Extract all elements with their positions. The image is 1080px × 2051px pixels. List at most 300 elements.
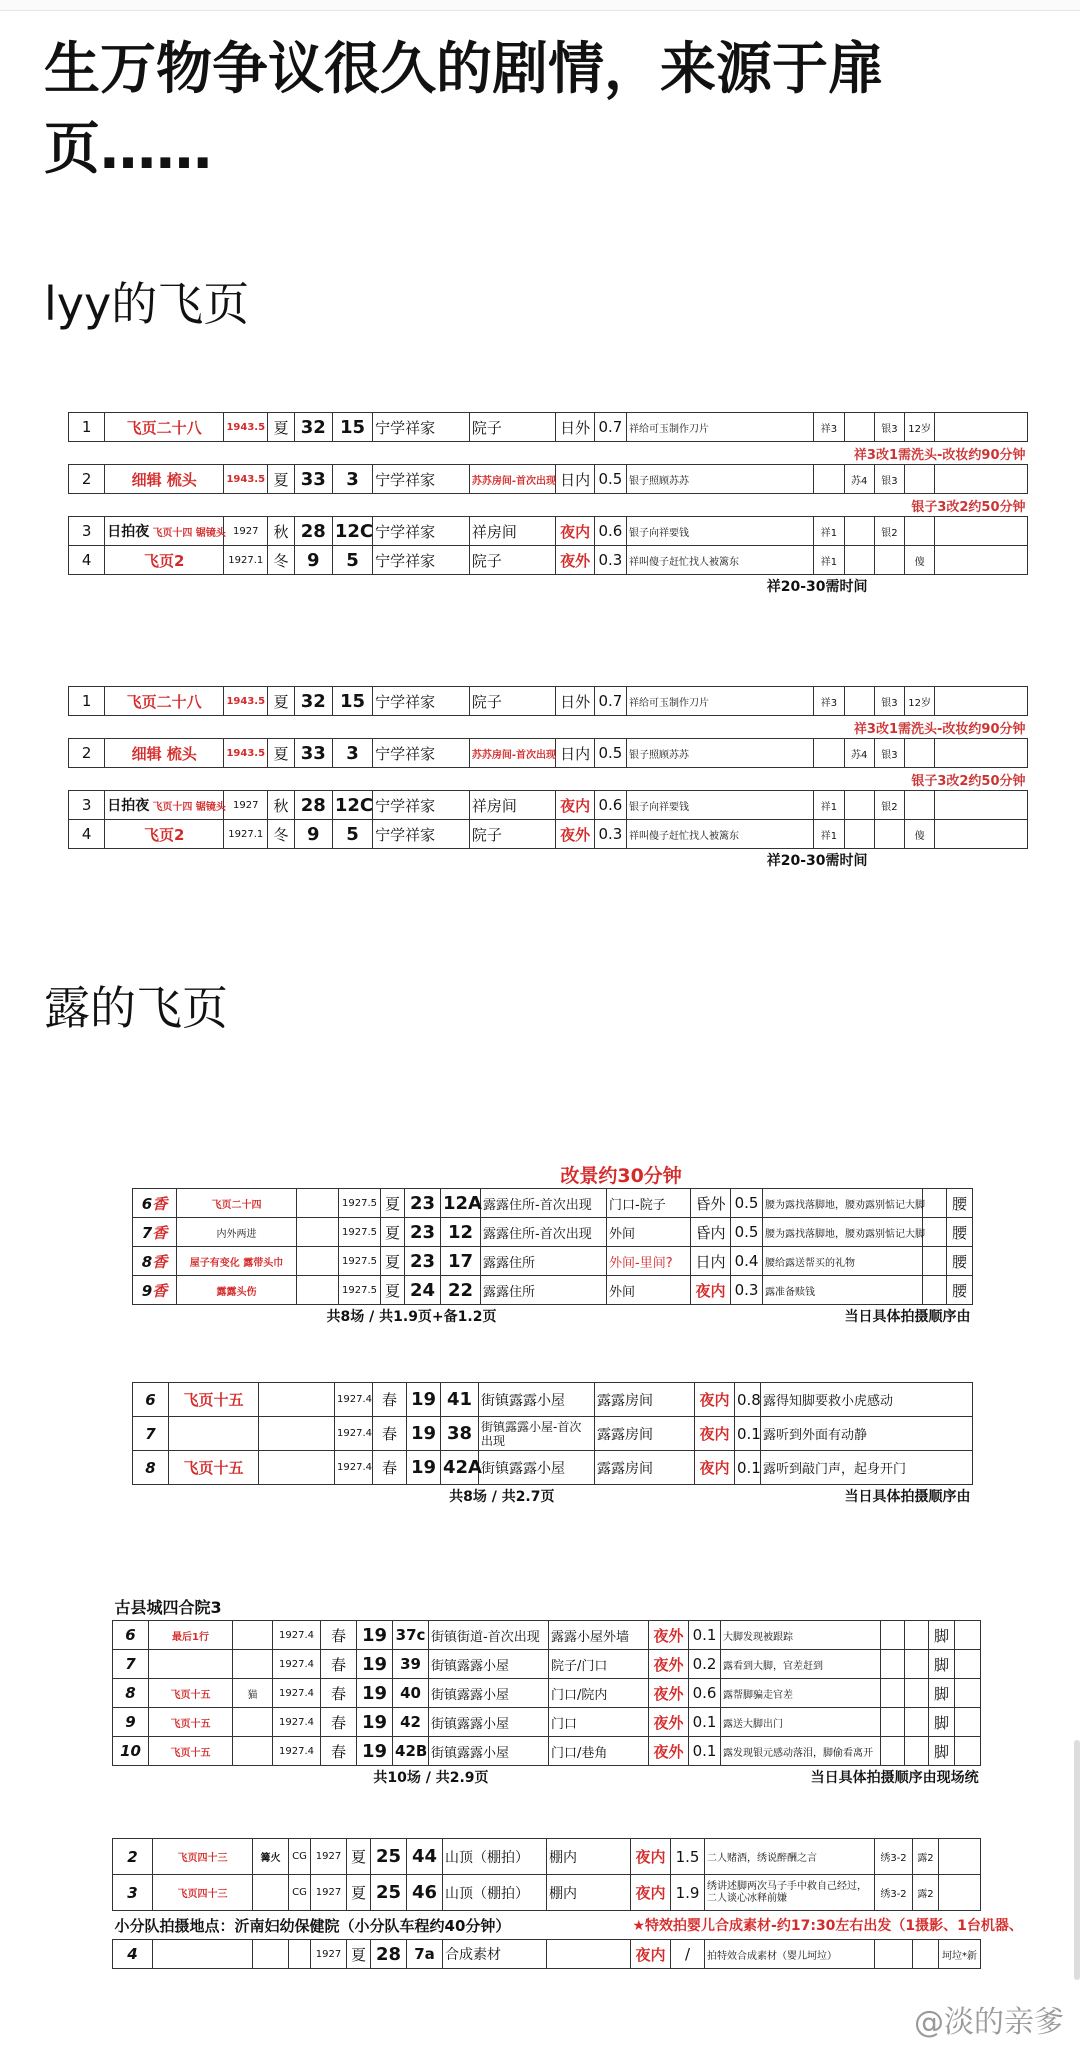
scene-date: 1927 bbox=[311, 1839, 347, 1875]
table-row bbox=[133, 1451, 973, 1485]
location: 宁学祥家 bbox=[373, 413, 470, 442]
scene-desc: 露看到大脚，官差赶到 bbox=[721, 1650, 881, 1679]
time-of-day: 昏内 bbox=[691, 1218, 731, 1247]
cast-cell: 12岁 bbox=[905, 413, 935, 442]
cast-cell bbox=[844, 546, 874, 575]
episode: 33 bbox=[294, 465, 332, 494]
episode: 25 bbox=[371, 1875, 407, 1911]
scene-season: 夏 bbox=[381, 1247, 405, 1276]
scene-extra bbox=[233, 1708, 273, 1737]
scene-no: 1 bbox=[69, 687, 105, 716]
episode: 23 bbox=[405, 1189, 441, 1218]
table-row bbox=[113, 1621, 981, 1650]
scene-season: 夏 bbox=[381, 1189, 405, 1218]
time-of-day: 昏外 bbox=[691, 1189, 731, 1218]
table-row bbox=[113, 1679, 981, 1708]
scene-desc: 银子照顾苏苏 bbox=[626, 465, 813, 494]
scene-extra bbox=[233, 1621, 273, 1650]
episode: 19 bbox=[407, 1383, 441, 1417]
cast-cell bbox=[844, 517, 874, 546]
scrollbar[interactable] bbox=[1074, 1740, 1080, 1980]
pages: 0.5 bbox=[594, 465, 626, 494]
cast-cell: 脚 bbox=[929, 1708, 955, 1737]
table-row bbox=[113, 1875, 981, 1911]
scene: 5 bbox=[332, 546, 372, 575]
time-of-day: 夜外 bbox=[556, 820, 594, 849]
scene-name bbox=[105, 517, 224, 546]
cast-cell: 祥3 bbox=[814, 687, 844, 716]
episode: 19 bbox=[407, 1451, 441, 1485]
schedule-table bbox=[132, 1160, 972, 1188]
scene-name: 屋子有变化 露带头巾 bbox=[177, 1247, 297, 1276]
table-row bbox=[69, 517, 1028, 546]
cast-cell: 绣3-2 bbox=[875, 1875, 913, 1911]
location: 街镇露露小屋 bbox=[479, 1451, 595, 1485]
pages: 0.6 bbox=[689, 1679, 721, 1708]
scene-desc: 祥叫傻子赶忙找人被篱东 bbox=[626, 546, 813, 575]
cast-cell bbox=[844, 791, 874, 820]
change-set-note: 改景约30分钟 bbox=[560, 1164, 682, 1187]
scene-extra: 猫 bbox=[233, 1679, 273, 1708]
scene: 15 bbox=[332, 413, 372, 442]
cast-cell: 露2 bbox=[913, 1839, 939, 1875]
episode: 23 bbox=[405, 1218, 441, 1247]
watermark: @淡的亲爹 bbox=[914, 2005, 1064, 2040]
location: 露露住所-首次出现 bbox=[481, 1189, 607, 1218]
scene-no: 2 bbox=[69, 465, 105, 494]
scene-desc: 腰为露找落脚地，腰劝露别惦记大脚 bbox=[763, 1189, 923, 1218]
footer-total: 共8场 / 共1.9页+备1.2页 bbox=[326, 1309, 497, 1325]
time-of-day: 夜内 bbox=[695, 1417, 735, 1451]
cast-cell: 脚 bbox=[929, 1650, 955, 1679]
scene-date: 1927.5 bbox=[339, 1218, 381, 1247]
footer-total: 共10场 / 共2.9页 bbox=[373, 1770, 489, 1786]
scene: 5 bbox=[332, 820, 372, 849]
scene-no-value: 7 bbox=[141, 1223, 153, 1242]
episode: 9 bbox=[294, 820, 332, 849]
scene-date: 1927.4 bbox=[273, 1737, 321, 1766]
time-of-day: 夜外 bbox=[649, 1650, 689, 1679]
schedule-table bbox=[112, 1592, 981, 1788]
scene-extra bbox=[233, 1737, 273, 1766]
room: 外间 bbox=[607, 1276, 691, 1305]
scene-name: 细辑 梳头 bbox=[105, 739, 224, 768]
scene-name: 飞页十五 bbox=[149, 1737, 233, 1766]
schedule-table bbox=[68, 412, 1028, 597]
episode: 19 bbox=[357, 1650, 393, 1679]
pages: 0.6 bbox=[594, 791, 626, 820]
room: 外间 bbox=[607, 1218, 691, 1247]
episode: 32 bbox=[294, 687, 332, 716]
scene-date: 1927.4 bbox=[273, 1621, 321, 1650]
cg-flag: CG bbox=[289, 1875, 311, 1911]
pages: 0.7 bbox=[594, 687, 626, 716]
footer-total: 共8场 / 共2.7页 bbox=[449, 1489, 555, 1505]
scene: 3 bbox=[332, 465, 372, 494]
table-row bbox=[133, 1218, 973, 1247]
cast-cell bbox=[905, 517, 935, 546]
scene-name: 细辑 梳头 bbox=[105, 465, 224, 494]
day-for-night-label: 日拍夜 bbox=[107, 798, 150, 814]
scene-desc: 大脚发现被跟踪 bbox=[721, 1621, 881, 1650]
scene-date: 1927.4 bbox=[335, 1383, 373, 1417]
room: 祥房间 bbox=[469, 791, 556, 820]
scene-marker: 香 bbox=[152, 1281, 168, 1300]
time-of-day: 日内 bbox=[556, 739, 594, 768]
scene-date: 1927 bbox=[311, 1940, 347, 1969]
pages: 0.3 bbox=[594, 820, 626, 849]
scene-name: 飞页二十四 bbox=[177, 1189, 297, 1218]
table-row bbox=[69, 820, 1028, 849]
pages: 0.2 bbox=[689, 1650, 721, 1679]
episode: 19 bbox=[407, 1417, 441, 1451]
table-row bbox=[133, 1383, 973, 1417]
scene-season: 夏 bbox=[347, 1839, 371, 1875]
table-row bbox=[69, 791, 1028, 820]
room: 露露房间 bbox=[595, 1451, 695, 1485]
status-strip bbox=[0, 0, 1080, 11]
room: 院子/门口 bbox=[549, 1650, 649, 1679]
cast-cell: 傻 bbox=[905, 820, 935, 849]
scene-no bbox=[133, 1247, 177, 1276]
footer-note: 祥20-30需时间 bbox=[766, 579, 868, 595]
section-heading-lyy: lyy的飞页 bbox=[44, 277, 250, 331]
footer-note: 当日具体拍摄顺序由现场统 bbox=[810, 1770, 979, 1786]
table-row bbox=[113, 1940, 981, 1969]
pages: 0.5 bbox=[594, 739, 626, 768]
scene-desc: 露送大脚出门 bbox=[721, 1708, 881, 1737]
scene-season: 春 bbox=[321, 1621, 357, 1650]
scene-season: 夏 bbox=[268, 687, 294, 716]
scene-name: 最后1行 bbox=[149, 1621, 233, 1650]
time-of-day: 夜内 bbox=[691, 1276, 731, 1305]
scene-desc: 二人赌酒，绣说醉酬之言 bbox=[705, 1839, 875, 1875]
cast-cell: 绣3-2 bbox=[875, 1839, 913, 1875]
scene-desc: 露准备赎钱 bbox=[763, 1276, 923, 1305]
table-row bbox=[113, 1708, 981, 1737]
scene: 42 bbox=[393, 1708, 429, 1737]
cast-cell: 露2 bbox=[913, 1875, 939, 1911]
prop-note bbox=[253, 1875, 289, 1911]
lu-sheet-2 bbox=[132, 1382, 972, 1518]
pages: 0.8 bbox=[735, 1383, 761, 1417]
cast-cell bbox=[905, 791, 935, 820]
table-row bbox=[133, 1189, 973, 1218]
cast-cell: 坷垃*新 bbox=[939, 1940, 981, 1969]
cast-cell: 脚 bbox=[929, 1679, 955, 1708]
scene-name: 飞页2 bbox=[105, 546, 224, 575]
scene-name bbox=[169, 1417, 259, 1451]
room: 门口/院内 bbox=[549, 1679, 649, 1708]
scene-season: 春 bbox=[321, 1708, 357, 1737]
location-header: 古县城四合院3 bbox=[114, 1597, 222, 1617]
cast-cell: 脚 bbox=[929, 1737, 955, 1766]
pages: 1.9 bbox=[671, 1875, 705, 1911]
cast-cell: 银3 bbox=[874, 413, 904, 442]
scene-desc: 腰为露找落脚地，腰劝露别惦记大脚 bbox=[763, 1218, 923, 1247]
scene-desc: 露发现银元感动落泪，脚偷看离开 bbox=[721, 1737, 881, 1766]
room: 院子 bbox=[469, 413, 556, 442]
scene-no: 2 bbox=[69, 739, 105, 768]
room: 苏苏房间-首次出现 bbox=[469, 465, 556, 494]
episode: 25 bbox=[371, 1839, 407, 1875]
time-of-day: 日内 bbox=[691, 1247, 731, 1276]
scene-no: 3 bbox=[113, 1875, 153, 1911]
scene: 42A bbox=[441, 1451, 479, 1485]
cast-cell: 腰 bbox=[947, 1247, 973, 1276]
pages: 0.7 bbox=[594, 413, 626, 442]
table-row bbox=[133, 1247, 973, 1276]
scene-desc: 露听到外面有动静 bbox=[761, 1417, 973, 1451]
scene-no: 6 bbox=[113, 1621, 149, 1650]
room: 院子 bbox=[469, 820, 556, 849]
schedule-table bbox=[112, 1838, 1023, 1969]
scene: 44 bbox=[407, 1839, 443, 1875]
scene-name: 飞页2 bbox=[105, 820, 224, 849]
scene: 3 bbox=[332, 739, 372, 768]
pages: 0.5 bbox=[731, 1218, 763, 1247]
time-of-day: 夜外 bbox=[649, 1708, 689, 1737]
scene-season: 夏 bbox=[268, 465, 294, 494]
scene-season: 冬 bbox=[268, 546, 294, 575]
room: 院子 bbox=[469, 546, 556, 575]
scene: 46 bbox=[407, 1875, 443, 1911]
cast-cell: 12岁 bbox=[905, 687, 935, 716]
scene-date: 1927.5 bbox=[339, 1276, 381, 1305]
cast-cell bbox=[905, 739, 935, 768]
scene: 37c bbox=[393, 1621, 429, 1650]
scene-name-text: 飞页十四 锯镜头 bbox=[152, 802, 226, 813]
scene-date: 1943.5 bbox=[224, 465, 268, 494]
scene-date: 1927 bbox=[224, 791, 268, 820]
scene: 17 bbox=[441, 1247, 481, 1276]
scene-date: 1927.1 bbox=[224, 820, 268, 849]
table-row bbox=[113, 1650, 981, 1679]
scene-no bbox=[133, 1189, 177, 1218]
time-of-day: 夜内 bbox=[556, 791, 594, 820]
scene-date: 1927 bbox=[224, 517, 268, 546]
location: 街镇露露小屋 bbox=[479, 1383, 595, 1417]
schedule-table-body bbox=[132, 1188, 973, 1327]
episode: 24 bbox=[405, 1276, 441, 1305]
scene: 12C bbox=[332, 517, 372, 546]
scene-no: 2 bbox=[113, 1839, 153, 1875]
scene-no: 8 bbox=[113, 1679, 149, 1708]
scene-season: 夏 bbox=[347, 1875, 371, 1911]
cast-cell bbox=[814, 465, 844, 494]
scene-season: 春 bbox=[321, 1679, 357, 1708]
table-row bbox=[69, 465, 1028, 494]
scene-season: 夏 bbox=[381, 1218, 405, 1247]
room: 门口 bbox=[549, 1708, 649, 1737]
time-of-day: 夜外 bbox=[649, 1737, 689, 1766]
day-for-night-label: 日拍夜 bbox=[107, 524, 150, 540]
scene-desc: 绣讲述脚两次马子手中救自己经过，二人谈心冰释前嫌 bbox=[705, 1875, 875, 1911]
scene-season: 夏 bbox=[347, 1940, 371, 1969]
scene-desc: 腰给露送帮买的礼物 bbox=[763, 1247, 923, 1276]
cast-cell bbox=[874, 546, 904, 575]
scene-desc: 祥给可玉制作刀片 bbox=[626, 413, 813, 442]
cast-cell: 银3 bbox=[874, 687, 904, 716]
scene: 7a bbox=[407, 1940, 443, 1969]
room: 祥房间 bbox=[469, 517, 556, 546]
location: 街镇街道-首次出现 bbox=[429, 1621, 549, 1650]
scene-name-text: 飞页十四 锯镜头 bbox=[152, 528, 226, 539]
cast-cell bbox=[844, 687, 874, 716]
time-of-day: 夜内 bbox=[631, 1875, 671, 1911]
pages: 0.1 bbox=[689, 1708, 721, 1737]
scene: 12C bbox=[332, 791, 372, 820]
location: 宁学祥家 bbox=[373, 546, 470, 575]
room: 外间-里间? bbox=[607, 1247, 691, 1276]
scene: 15 bbox=[332, 687, 372, 716]
scene-date: 1927.4 bbox=[273, 1650, 321, 1679]
scene-date: 1943.5 bbox=[224, 413, 268, 442]
table-row bbox=[133, 1417, 973, 1451]
time-of-day: 日内 bbox=[556, 465, 594, 494]
makeup-note: 祥3改1需洗头-改妆约90分钟 bbox=[69, 716, 1028, 739]
pages: 0.1 bbox=[735, 1417, 761, 1451]
scene-no: 1 bbox=[69, 413, 105, 442]
location: 宁学祥家 bbox=[373, 820, 470, 849]
location: 露露住所 bbox=[481, 1247, 607, 1276]
scene-desc: 银子向祥要钱 bbox=[626, 791, 813, 820]
scene-desc: 银子向祥要钱 bbox=[626, 517, 813, 546]
scene-season: 冬 bbox=[268, 820, 294, 849]
cast-cell: 银3 bbox=[874, 739, 904, 768]
time-of-day: 夜外 bbox=[556, 546, 594, 575]
pages: 0.5 bbox=[731, 1189, 763, 1218]
scene-no: 9 bbox=[113, 1708, 149, 1737]
scene-name bbox=[105, 791, 224, 820]
scene-season: 春 bbox=[373, 1451, 407, 1485]
pages: 0.1 bbox=[689, 1621, 721, 1650]
scene-season: 秋 bbox=[268, 517, 294, 546]
scene-marker: 香 bbox=[152, 1194, 168, 1213]
location: 宁学祥家 bbox=[373, 687, 470, 716]
cast-cell: 祥1 bbox=[814, 791, 844, 820]
location: 露露住所-首次出现 bbox=[481, 1218, 607, 1247]
episode: 32 bbox=[294, 413, 332, 442]
pages: 0.6 bbox=[594, 517, 626, 546]
location: 合成素材 bbox=[443, 1940, 547, 1969]
episode: 28 bbox=[294, 791, 332, 820]
location: 宁学祥家 bbox=[373, 517, 470, 546]
location: 宁学祥家 bbox=[373, 739, 470, 768]
room: 门口/巷角 bbox=[549, 1737, 649, 1766]
scene-name: 飞页十五 bbox=[149, 1708, 233, 1737]
scene-desc: 银子照顾苏苏 bbox=[626, 739, 813, 768]
time-of-day: 夜内 bbox=[631, 1839, 671, 1875]
makeup-note: 银子3改2约50分钟 bbox=[69, 768, 1028, 791]
room: 露露房间 bbox=[595, 1383, 695, 1417]
lu-sheet-3 bbox=[112, 1592, 980, 1786]
location: 宁学祥家 bbox=[373, 465, 470, 494]
table-row bbox=[69, 739, 1028, 768]
scene-desc: 拍特效合成素材（婴儿坷垃） bbox=[705, 1940, 875, 1969]
time-of-day: 夜内 bbox=[556, 517, 594, 546]
scene: 40 bbox=[393, 1679, 429, 1708]
scene-no: 4 bbox=[69, 820, 105, 849]
cast-cell bbox=[814, 739, 844, 768]
room: 露露小屋外墙 bbox=[549, 1621, 649, 1650]
scene-date: 1927.1 bbox=[224, 546, 268, 575]
cast-cell: 祥1 bbox=[814, 820, 844, 849]
scene-no-value: 6 bbox=[141, 1194, 153, 1213]
vfx-note-banner: ★特效拍婴儿合成素材-约17:30左右出发（1摄影、1台机器、 bbox=[632, 1918, 1023, 1934]
pages: 0.1 bbox=[735, 1451, 761, 1485]
room: 苏苏房间-首次出现 bbox=[469, 739, 556, 768]
lyy-sheet-2 bbox=[68, 686, 1028, 886]
scene-no: 7 bbox=[113, 1650, 149, 1679]
scene-date: 1927.5 bbox=[339, 1247, 381, 1276]
episode: 28 bbox=[294, 517, 332, 546]
pages: 1.5 bbox=[671, 1839, 705, 1875]
episode: 28 bbox=[371, 1940, 407, 1969]
scene-desc: 露帮脚骗走官差 bbox=[721, 1679, 881, 1708]
scene-no-value: 9 bbox=[141, 1281, 153, 1300]
scene-marker: 香 bbox=[152, 1223, 168, 1242]
makeup-note: 银子3改2约50分钟 bbox=[69, 494, 1028, 517]
table-row bbox=[69, 413, 1028, 442]
scene-season: 夏 bbox=[268, 739, 294, 768]
lu-sheet-1 bbox=[132, 1160, 972, 1325]
scene-desc: 祥给可玉制作刀片 bbox=[626, 687, 813, 716]
scene-marker: 香 bbox=[152, 1252, 168, 1271]
cast-cell: 祥1 bbox=[814, 546, 844, 575]
time-of-day: 日外 bbox=[556, 413, 594, 442]
pages: 0.1 bbox=[689, 1737, 721, 1766]
scene: 41 bbox=[441, 1383, 479, 1417]
time-of-day: 夜内 bbox=[695, 1451, 735, 1485]
footer-note: 当日具体拍摄顺序由 bbox=[844, 1489, 971, 1505]
cast-cell: 脚 bbox=[929, 1621, 955, 1650]
location: 街镇露露小屋 bbox=[429, 1708, 549, 1737]
lu-sheet-4 bbox=[112, 1838, 1023, 1990]
scene-date: 1943.5 bbox=[224, 739, 268, 768]
time-of-day: 夜外 bbox=[649, 1621, 689, 1650]
unit-location-banner: 小分队拍摄地点：沂南妇幼保健院（小分队车程约40分钟） bbox=[114, 1916, 511, 1935]
cast-cell: 苏4 bbox=[844, 739, 874, 768]
footer-note: 当日具体拍摄顺序由 bbox=[844, 1309, 971, 1325]
cast-cell bbox=[844, 820, 874, 849]
scene-no: 3 bbox=[69, 517, 105, 546]
makeup-note: 祥3改1需洗头-改妆约90分钟 bbox=[69, 442, 1028, 465]
scene-no-value: 8 bbox=[141, 1252, 153, 1271]
room: 露露房间 bbox=[595, 1417, 695, 1451]
cast-cell: 祥1 bbox=[814, 517, 844, 546]
scene-name: 飞页四十三 bbox=[153, 1839, 253, 1875]
time-of-day: 夜内 bbox=[631, 1940, 671, 1969]
room: 院子 bbox=[469, 687, 556, 716]
table-row bbox=[69, 687, 1028, 716]
room: 门口-院子 bbox=[607, 1189, 691, 1218]
scene-name: 飞页十五 bbox=[169, 1383, 259, 1417]
pages: 0.3 bbox=[594, 546, 626, 575]
scene-no bbox=[133, 1276, 177, 1305]
cast-cell bbox=[874, 820, 904, 849]
scene-no: 10 bbox=[113, 1737, 149, 1766]
scene: 39 bbox=[393, 1650, 429, 1679]
scene-desc: 露听到敲门声，起身开门 bbox=[761, 1451, 973, 1485]
scene-name: 露露头伤 bbox=[177, 1276, 297, 1305]
footer-note: 祥20-30需时间 bbox=[766, 853, 868, 869]
scene: 22 bbox=[441, 1276, 481, 1305]
room: 棚内 bbox=[547, 1875, 631, 1911]
scene-no: 7 bbox=[133, 1417, 169, 1451]
scene-name: 飞页二十八 bbox=[105, 413, 224, 442]
episode: 19 bbox=[357, 1621, 393, 1650]
